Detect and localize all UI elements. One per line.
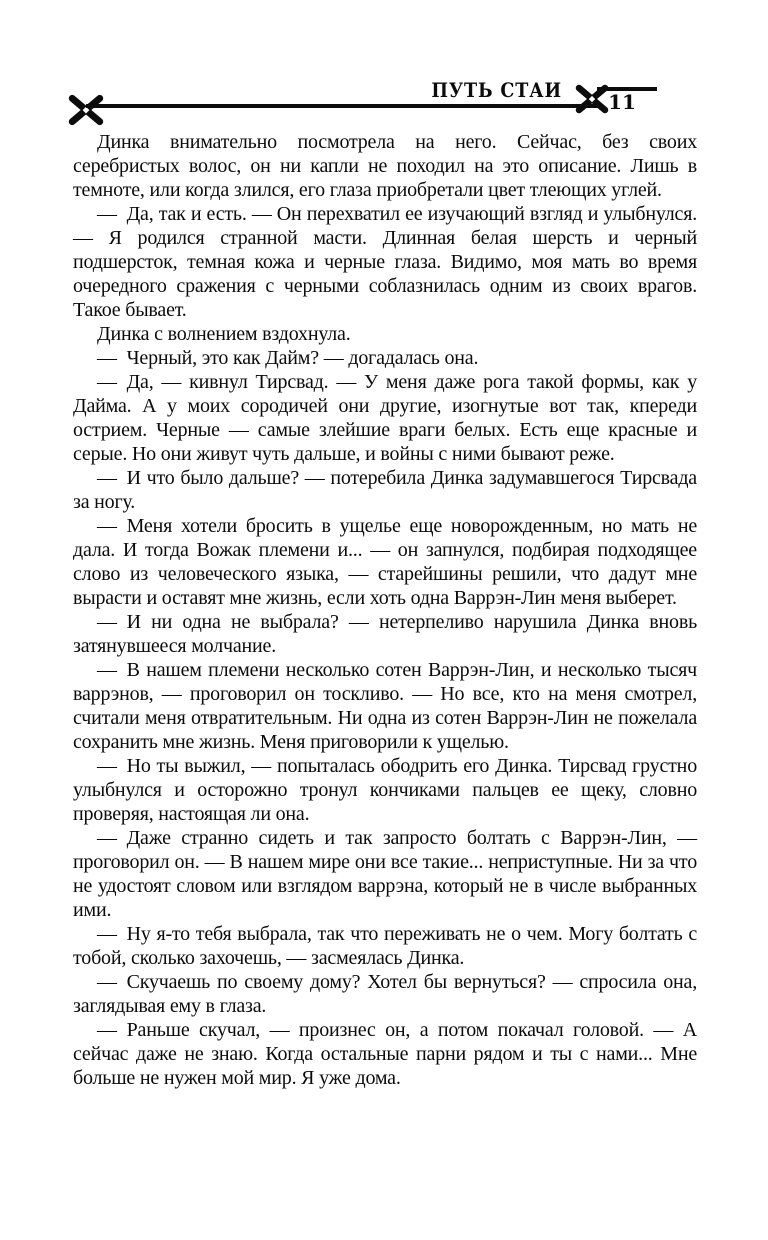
paragraph: — И что было дальше? — потеребила Динка задумавшегося Тирсвада за ногу. [73, 467, 697, 513]
paragraph: — В нашем племени несколько сотен Варрэн-Лин, и несколько тысяч варрэнов, — проговорил он тоскливо. — Но все, кто на меня смотрел, считали меня отвратительным. Ни одна из сотен Варрэн-Лин не пожелала сохранить мне жизнь. Меня приговорили к ущелью. [73, 659, 697, 753]
paragraph: — Даже странно сидеть и так запросто болтать с Варрэн-Лин, — проговорил он. — В нашем мире они все такие... неприступные. Ни за что не удостоят словом или взглядом варрэна, который не в числе выбранных ими. [73, 827, 697, 921]
paragraph: — Да, так и есть. — Он перехватил ее изучающий взгляд и улыбнулся. — Я родился странной масти. Длинная белая шерсть и черный подшерсток, темная кожа и черные глаза. Видимо, моя мать во время очередного сражения с черными соблазнилась одним из своих врагов. Такое бывает. [73, 203, 697, 321]
paragraph: — Скучаешь по своему дому? Хотел бы вернуться? — спросила она, заглядывая ему в глаза. [73, 971, 697, 1017]
header-rule [86, 104, 603, 108]
running-head-title: ПУТЬ СТАИ [431, 78, 562, 102]
paragraph: Динка с волнением вздохнула. [97, 323, 351, 345]
paragraph: — Черный, это как Дайм? — догадалась она. [97, 347, 479, 369]
text-block [73, 130, 697, 1090]
paragraph: — Меня хотели бросить в ущелье еще новорожденным, но мать не дала. И тогда Вожак племени и... — он запнулся, подбирая подходящее слово из человеческого языка, — старейшины решили, что дадут мне вырасти и оставят мне жизнь, если хоть одна Варрэн-Лин меня выберет. [73, 515, 697, 609]
paragraph: — И ни одна не выбрала? — нетерпеливо нарушила Динка вновь затянувшееся молчание. [73, 611, 697, 657]
page-number: 11 [608, 90, 636, 114]
paragraph: — Но ты выжил, — попыталась ободрить его Динка. Тирсвад грустно улыбнулся и осторожно тронул кончиками пальцев ее щеку, словно проверяя, настоящая ли она. [73, 755, 697, 825]
paragraph: — Раньше скучал, — произнес он, а потом покачал головой. — А сейчас даже не знаю. Когда остальные парни рядом и ты с нами... Мне больше не нужен мой мир. Я уже дома. [73, 1019, 697, 1089]
knot-x-ornament-icon [68, 93, 104, 127]
paragraph: Динка внимательно посмотрела на него. Сейчас, без своих серебристых волос, он ни капли не походил на это описание. Лишь в темноте, или когда злился, его глаза приобретали цвет тлеющих углей. [73, 131, 697, 201]
paragraph: — Ну я-то тебя выбрала, так что переживать не о чем. Могу болтать с тобой, сколько захочешь, — засмеялась Динка. [73, 923, 697, 969]
paragraph: — Да, — кивнул Тирсвад. — У меня даже рога такой формы, как у Дайма. А у моих сородичей они другие, изогнутые вот так, кпереди острием. Черные — самые злейшие враги белых. Есть еще красные и серые. Но они живут чуть дальше, и войны с ними бывают реже. [73, 371, 697, 465]
